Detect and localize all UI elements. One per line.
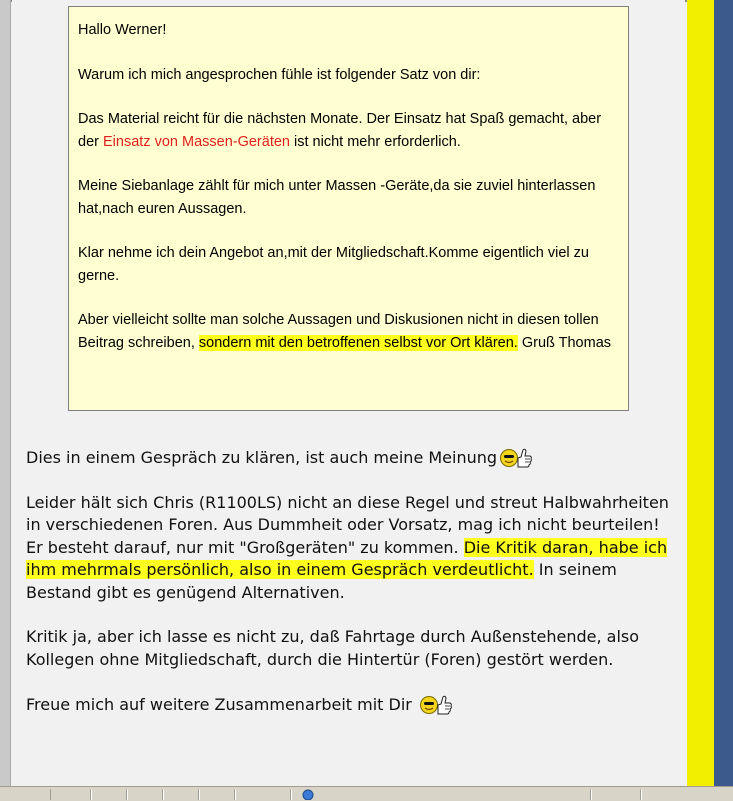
quote-paragraph-5 bbox=[78, 309, 618, 354]
quote-greeting: Hallo Werner! bbox=[78, 22, 167, 38]
quote-p2-end: ist nicht mehr erforderlich. bbox=[289, 133, 461, 150]
status-cell bbox=[198, 789, 236, 800]
quote-paragraph-3: Meine Siebanlage zählt für mich unter Massen -Geräte,da sie zuviel hinterlassen hat,nach euren Aussagen. bbox=[78, 178, 596, 217]
browser-status-bar bbox=[0, 786, 733, 801]
status-cell bbox=[50, 789, 92, 800]
reply-p2-text: Leider hält sich Chris (R1100LS) nicht an diese Regel und streut Halbwahrheiten in verschiedenen Foren. Aus Dummheit oder Vorsatz, mag ich nicht beurteilen! Er besteht darauf, nur mit "Großgeräten" zu kommen. bbox=[26, 492, 669, 557]
status-cell bbox=[162, 789, 200, 800]
quote-p2-text: Das Material reicht für die nächsten Monate. Der Einsatz hat Spaß gemacht, aber der bbox=[78, 111, 602, 150]
reply-text bbox=[26, 446, 681, 739]
reply-highlight-text: Die Kritik daran, habe ich ihm mehrmals persönlich, also in einem Gespräch verdeutlicht. bbox=[26, 537, 668, 579]
quote-red-text: Einsatz von Massen-Geräten bbox=[103, 133, 290, 150]
thumbs-up-smiley-icon bbox=[499, 446, 533, 468]
status-cell bbox=[126, 789, 164, 800]
status-cell bbox=[90, 789, 128, 800]
reply-paragraph-3: Kritik ja, aber ich lasse es nicht zu, daß Fahrtage durch Außenstehende, also Kollegen ohne Mitgliedschaft, durch die Hintertür (Foren) gestört werden. bbox=[26, 627, 640, 669]
reply-paragraph-1 bbox=[26, 446, 681, 470]
quote-paragraph-4: Klar nehme ich dein Angebot an,mit der Mitgliedschaft.Komme eigentlich viel zu gerne. bbox=[78, 245, 589, 284]
reply-line-1: Dies in einem Gespräch zu klären, ist auch meine Meinung bbox=[26, 448, 498, 467]
yellow-side-bar bbox=[687, 0, 714, 786]
status-cell bbox=[234, 789, 292, 800]
status-cell bbox=[590, 789, 642, 800]
reply-paragraph-2 bbox=[26, 492, 681, 605]
quote-paragraph-1: Warum ich mich angesprochen fühle ist folgender Satz von dir: bbox=[78, 66, 481, 83]
quote-signature: Gruß Thomas bbox=[517, 334, 612, 351]
thumbs-up-smiley-icon bbox=[419, 693, 453, 715]
reply-paragraph-4 bbox=[26, 693, 681, 717]
reply-closing: Freue mich auf weitere Zusammenarbeit mit Dir bbox=[26, 695, 417, 714]
left-frame-border bbox=[0, 0, 11, 786]
globe-icon bbox=[301, 789, 315, 800]
forum-post bbox=[12, 0, 685, 786]
blue-side-bar bbox=[714, 0, 733, 786]
quote-highlight-text: sondern mit den betroffenen selbst vor Ort klären. bbox=[198, 334, 518, 351]
quote-p5-text: Aber vielleicht sollte man solche Aussagen und Diskusionen nicht in diesen tollen Beitrag schreiben, bbox=[78, 312, 599, 351]
quote-paragraph-2 bbox=[78, 108, 618, 153]
reply-p2-end: In seinem Bestand gibt es genügend Alternativen. bbox=[26, 560, 617, 602]
status-cell bbox=[640, 789, 733, 800]
status-zone-cell bbox=[290, 789, 592, 800]
quoted-message-box bbox=[68, 6, 629, 411]
